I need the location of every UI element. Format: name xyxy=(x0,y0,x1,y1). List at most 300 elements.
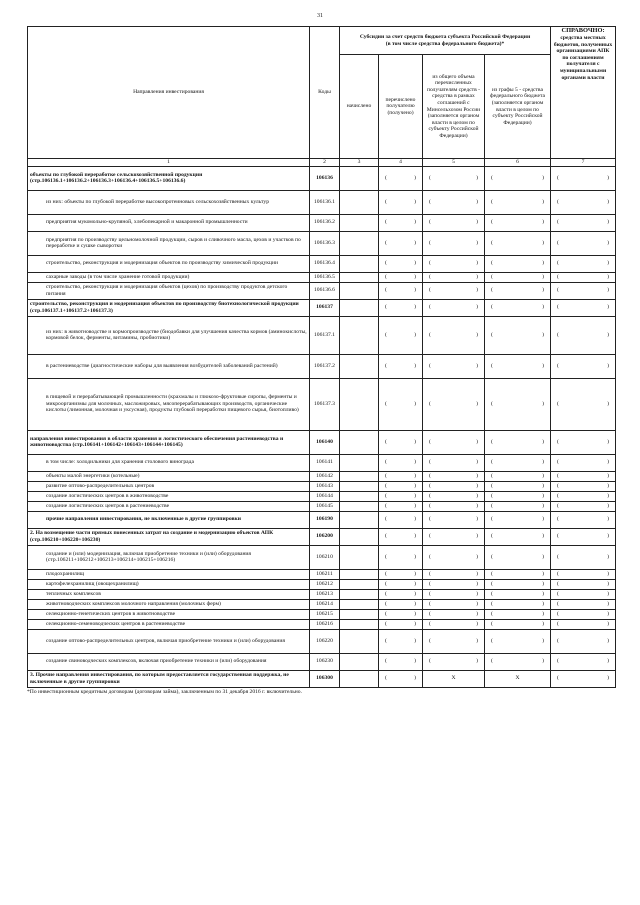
subsidies-title: Субсидии за счет средств бюджета субъекта Российской Федерации xyxy=(359,33,531,40)
row-direction: в том числе: холодильники для хранения столового винограда xyxy=(28,454,310,471)
row-direction: картофелехранилищ (овощехранилищ) xyxy=(28,579,310,589)
paren-close: ) xyxy=(607,287,610,294)
row-code: 106200 xyxy=(310,528,340,545)
paren-open: ( xyxy=(557,219,559,226)
paren-close: ) xyxy=(607,400,610,407)
cell-col-5 xyxy=(423,282,485,299)
paren-close: ) xyxy=(476,600,478,607)
paren-close: ) xyxy=(414,400,416,407)
row-direction: плодохранилищ xyxy=(28,569,310,579)
row-direction: строительство, реконструкция и модернизация объектов (цехов) по производству продуктов детского питания xyxy=(28,282,310,299)
paren-close: ) xyxy=(607,219,610,226)
paren-open: ( xyxy=(385,553,387,560)
table-row xyxy=(28,589,616,599)
paren-close: ) xyxy=(607,260,610,267)
cell-col-4 xyxy=(379,528,423,545)
paren-close: ) xyxy=(414,239,416,246)
paren-open: ( xyxy=(557,400,559,407)
paren-open: ( xyxy=(429,304,431,311)
paren-close: ) xyxy=(414,620,416,627)
cell-col-7 xyxy=(551,569,616,579)
paren-open: ( xyxy=(385,482,387,489)
cell-col-6 xyxy=(485,354,551,378)
paren-open: ( xyxy=(385,459,387,466)
paren-open: ( xyxy=(491,637,493,644)
paren-close: ) xyxy=(414,362,416,369)
cell-col-4 xyxy=(379,670,423,687)
cell-col-6 xyxy=(485,272,551,282)
row-code: 106211 xyxy=(310,569,340,579)
cell-col-6 xyxy=(485,231,551,255)
paren-open: ( xyxy=(557,331,559,338)
paren-open: ( xyxy=(557,492,559,499)
row-direction: создание свиноводческих комплексов, включая приобретение техники и (или) оборудования xyxy=(28,653,310,670)
cell-accrued xyxy=(340,629,379,653)
cell-col-6 xyxy=(485,528,551,545)
header-codes: Коды xyxy=(310,27,340,159)
paren-open: ( xyxy=(429,553,431,560)
paren-open: ( xyxy=(557,472,559,479)
paren-open: ( xyxy=(385,362,387,369)
paren-close: ) xyxy=(414,600,416,607)
row-direction: прочие направления инвестирования, не включенные в другие группировки xyxy=(28,511,310,528)
row-code: 106220 xyxy=(310,629,340,653)
paren-open: ( xyxy=(557,553,559,560)
paren-open: ( xyxy=(429,198,431,205)
paren-open: ( xyxy=(429,482,431,489)
cell-col-5 xyxy=(423,609,485,619)
table-row xyxy=(28,299,616,316)
cell-accrued xyxy=(340,255,379,272)
paren-close: ) xyxy=(414,219,416,226)
cell-col-6 xyxy=(485,589,551,599)
cross-mark: X xyxy=(451,675,456,682)
table-row xyxy=(28,354,616,378)
paren-open: ( xyxy=(429,580,431,587)
paren-open: ( xyxy=(557,658,559,665)
table-row xyxy=(28,619,616,629)
cell-col-4 xyxy=(379,190,423,214)
row-code: 106137.1 xyxy=(310,316,340,354)
col-number: 5 xyxy=(423,159,485,167)
paren-close: ) xyxy=(542,637,545,644)
paren-open: ( xyxy=(491,570,493,577)
row-direction: создание логистических центров в животноводстве xyxy=(28,491,310,501)
table-row xyxy=(28,653,616,670)
table-row xyxy=(28,629,616,653)
paren-open: ( xyxy=(385,502,387,509)
cell-col-5 xyxy=(423,166,485,190)
paren-open: ( xyxy=(491,580,493,587)
row-code: 106136 xyxy=(310,166,340,190)
table-row xyxy=(28,316,616,354)
table-row xyxy=(28,481,616,491)
row-direction: сахарные заводы (в том числе хранение готовой продукции) xyxy=(28,272,310,282)
row-direction: развитие оптово-распределительных центров xyxy=(28,481,310,491)
paren-open: ( xyxy=(557,570,559,577)
paren-close: ) xyxy=(607,533,610,540)
paren-open: ( xyxy=(557,610,559,617)
row-code: 106144 xyxy=(310,491,340,501)
paren-close: ) xyxy=(542,459,545,466)
header-from-col5: из графы 5 - средства федерального бюджета (заполняется органом власти в целом по субъекту Российской Федерации) xyxy=(485,55,551,159)
paren-open: ( xyxy=(557,502,559,509)
cell-accrued xyxy=(340,316,379,354)
paren-close: ) xyxy=(414,553,416,560)
table-row xyxy=(28,282,616,299)
paren-close: ) xyxy=(476,239,478,246)
paren-close: ) xyxy=(476,590,478,597)
cell-col-4 xyxy=(379,589,423,599)
cell-col-4 xyxy=(379,619,423,629)
paren-open: ( xyxy=(385,533,387,540)
cell-col-6 xyxy=(485,454,551,471)
paren-close: ) xyxy=(607,174,610,181)
cell-col-7 xyxy=(551,272,616,282)
cell-col-7 xyxy=(551,491,616,501)
paren-open: ( xyxy=(557,620,559,627)
row-direction: направления инвестирования в области хранения и логистического обеспечения растениеводства и животноводства (стр.106141+106142+106143+106144+106145) xyxy=(28,430,310,454)
paren-close: ) xyxy=(414,590,416,597)
paren-close: ) xyxy=(542,304,545,311)
paren-open: ( xyxy=(385,610,387,617)
cell-col-5 xyxy=(423,255,485,272)
cell-col-7 xyxy=(551,166,616,190)
paren-close: ) xyxy=(542,610,545,617)
row-code: 106230 xyxy=(310,653,340,670)
cell-col-7 xyxy=(551,545,616,569)
cell-accrued xyxy=(340,282,379,299)
paren-close: ) xyxy=(476,400,478,407)
table-row xyxy=(28,491,616,501)
reference-body: средства местных бюджетов, полученных организациями АПК по соглашениям получателя с муниципальными органами власти xyxy=(553,35,613,81)
cell-col-5 xyxy=(423,528,485,545)
paren-open: ( xyxy=(429,239,431,246)
cell-col-7 xyxy=(551,190,616,214)
row-code: 106213 xyxy=(310,589,340,599)
cell-col-7 xyxy=(551,511,616,528)
paren-close: ) xyxy=(476,533,478,540)
paren-close: ) xyxy=(476,459,478,466)
cell-accrued xyxy=(340,653,379,670)
cell-accrued xyxy=(340,190,379,214)
cell-col-7 xyxy=(551,255,616,272)
cell-col-4 xyxy=(379,653,423,670)
paren-close: ) xyxy=(414,533,416,540)
paren-close: ) xyxy=(476,219,478,226)
table-row xyxy=(28,501,616,511)
paren-close: ) xyxy=(542,260,545,267)
paren-open: ( xyxy=(385,516,387,523)
paren-close: ) xyxy=(607,331,610,338)
cell-col-4 xyxy=(379,501,423,511)
cell-col-4 xyxy=(379,430,423,454)
row-code: 106141 xyxy=(310,454,340,471)
paren-open: ( xyxy=(491,287,493,294)
paren-open: ( xyxy=(429,400,431,407)
paren-open: ( xyxy=(557,273,559,280)
cell-col-7 xyxy=(551,579,616,589)
cell-col-4 xyxy=(379,491,423,501)
paren-open: ( xyxy=(557,260,559,267)
paren-open: ( xyxy=(429,438,431,445)
table-row xyxy=(28,430,616,454)
paren-close: ) xyxy=(607,273,610,280)
cell-col-7 xyxy=(551,629,616,653)
header-transferred: перечислено получателю (получено) xyxy=(379,55,423,159)
row-code: 106140 xyxy=(310,430,340,454)
row-direction: из них: объекты по глубокой переработке высокопротеиновых сельскохозяйственных культур xyxy=(28,190,310,214)
paren-close: ) xyxy=(542,482,545,489)
cell-accrued xyxy=(340,272,379,282)
paren-open: ( xyxy=(491,492,493,499)
paren-open: ( xyxy=(557,533,559,540)
paren-open: ( xyxy=(385,492,387,499)
paren-close: ) xyxy=(542,502,545,509)
paren-open: ( xyxy=(385,304,387,311)
cell-col-7 xyxy=(551,214,616,231)
paren-close: ) xyxy=(542,600,545,607)
cell-col-4 xyxy=(379,299,423,316)
paren-open: ( xyxy=(385,239,387,246)
paren-close: ) xyxy=(542,516,545,523)
cell-accrued xyxy=(340,166,379,190)
cell-col-7 xyxy=(551,599,616,609)
cell-accrued xyxy=(340,491,379,501)
paren-open: ( xyxy=(491,438,493,445)
row-code: 106136.6 xyxy=(310,282,340,299)
row-code: 106137.2 xyxy=(310,354,340,378)
cell-col-4 xyxy=(379,481,423,491)
row-code: 106136.4 xyxy=(310,255,340,272)
paren-open: ( xyxy=(557,287,559,294)
row-direction: тепличных комплексов xyxy=(28,589,310,599)
paren-close: ) xyxy=(414,502,416,509)
paren-open: ( xyxy=(491,273,493,280)
cell-accrued xyxy=(340,511,379,528)
paren-close: ) xyxy=(607,239,610,246)
cell-col-5 xyxy=(423,619,485,629)
cell-col-6 xyxy=(485,511,551,528)
cell-col-7 xyxy=(551,316,616,354)
table-row xyxy=(28,579,616,589)
paren-open: ( xyxy=(429,570,431,577)
paren-close: ) xyxy=(607,516,610,523)
cell-accrued xyxy=(340,579,379,589)
paren-close: ) xyxy=(414,637,416,644)
paren-open: ( xyxy=(557,675,559,682)
cell-col-5 xyxy=(423,569,485,579)
paren-close: ) xyxy=(414,610,416,617)
paren-close: ) xyxy=(476,516,478,523)
cell-col-6 xyxy=(485,545,551,569)
table-row xyxy=(28,599,616,609)
paren-open: ( xyxy=(491,610,493,617)
cell-col-4 xyxy=(379,378,423,430)
cell-accrued xyxy=(340,501,379,511)
subsidies-subtitle: (в том числе средства федерального бюджета)* xyxy=(385,40,505,47)
row-direction: в растениеводстве (диагностические наборы для выявления возбудителей заболеваний растений) xyxy=(28,354,310,378)
paren-close: ) xyxy=(414,260,416,267)
cell-col-6 xyxy=(485,316,551,354)
header-direction: Направления инвестирования xyxy=(28,27,310,159)
paren-open: ( xyxy=(385,637,387,644)
paren-open: ( xyxy=(491,590,493,597)
cell-accrued xyxy=(340,454,379,471)
paren-close: ) xyxy=(476,331,478,338)
paren-close: ) xyxy=(542,219,545,226)
cell-col-5 xyxy=(423,272,485,282)
paren-open: ( xyxy=(429,219,431,226)
paren-open: ( xyxy=(429,658,431,665)
cell-accrued xyxy=(340,214,379,231)
paren-open: ( xyxy=(491,331,493,338)
paren-close: ) xyxy=(542,580,545,587)
paren-open: ( xyxy=(557,459,559,466)
paren-close: ) xyxy=(414,198,416,205)
paren-close: ) xyxy=(414,174,416,181)
paren-open: ( xyxy=(491,658,493,665)
row-code: 106300 xyxy=(310,670,340,687)
row-direction: 2. На возмещение части прямых понесенных затрат на создание и модернизацию объектов АПК (стр.106210+106220+106230) xyxy=(28,528,310,545)
paren-open: ( xyxy=(491,304,493,311)
paren-close: ) xyxy=(414,331,416,338)
cell-col-4 xyxy=(379,629,423,653)
paren-close: ) xyxy=(476,287,478,294)
cell-col-6 xyxy=(485,609,551,619)
cell-accrued xyxy=(340,354,379,378)
paren-open: ( xyxy=(557,239,559,246)
paren-close: ) xyxy=(607,637,610,644)
row-direction: объекты по глубокой переработке сельскохозяйственной продукции (стр.106136.1+106136.2+106136.3+106136.4+106136.5+106136.6) xyxy=(28,166,310,190)
paren-open: ( xyxy=(385,472,387,479)
paren-close: ) xyxy=(476,174,478,181)
paren-open: ( xyxy=(385,590,387,597)
row-code: 106137 xyxy=(310,299,340,316)
investment-table xyxy=(27,26,616,688)
row-code: 106136.5 xyxy=(310,272,340,282)
paren-close: ) xyxy=(414,459,416,466)
paren-open: ( xyxy=(557,516,559,523)
paren-open: ( xyxy=(429,472,431,479)
cell-col-5 xyxy=(423,316,485,354)
header-accrued: начислено xyxy=(340,55,379,159)
cell-col-5 xyxy=(423,471,485,481)
paren-open: ( xyxy=(491,400,493,407)
page-number: 31 xyxy=(317,13,323,19)
paren-close: ) xyxy=(476,610,478,617)
cell-col-6 xyxy=(485,214,551,231)
cell-col-5 xyxy=(423,670,485,687)
table-row xyxy=(28,255,616,272)
paren-open: ( xyxy=(491,533,493,540)
cell-col-4 xyxy=(379,316,423,354)
paren-open: ( xyxy=(429,331,431,338)
row-direction: создание и (или) модернизация, включая приобретение техники и (или) оборудования (стр.106211+106212+106213+106214+106215+106216) xyxy=(28,545,310,569)
paren-close: ) xyxy=(542,492,545,499)
paren-open: ( xyxy=(385,570,387,577)
cell-col-5 xyxy=(423,501,485,511)
paren-close: ) xyxy=(414,658,416,665)
cell-col-6 xyxy=(485,190,551,214)
header-from-total: из общего объема перечисленных получателям средств - средства в рамках соглашений с Минсельхозом России (заполняется органом власти в целом по субъекту Российской Федерации) xyxy=(423,55,485,159)
paren-open: ( xyxy=(491,600,493,607)
cell-accrued xyxy=(340,378,379,430)
paren-close: ) xyxy=(607,658,610,665)
table-row xyxy=(28,454,616,471)
paren-open: ( xyxy=(557,198,559,205)
cell-col-5 xyxy=(423,378,485,430)
cell-col-6 xyxy=(485,619,551,629)
cell-col-7 xyxy=(551,670,616,687)
row-code: 106190 xyxy=(310,511,340,528)
paren-open: ( xyxy=(491,459,493,466)
cell-col-5 xyxy=(423,491,485,501)
table-row xyxy=(28,609,616,619)
paren-close: ) xyxy=(542,174,545,181)
paren-close: ) xyxy=(476,637,478,644)
cell-col-4 xyxy=(379,545,423,569)
paren-close: ) xyxy=(414,492,416,499)
cell-col-6 xyxy=(485,579,551,589)
cell-col-7 xyxy=(551,528,616,545)
paren-close: ) xyxy=(542,362,545,369)
row-code: 106136.2 xyxy=(310,214,340,231)
paren-open: ( xyxy=(429,637,431,644)
paren-close: ) xyxy=(607,492,610,499)
cell-col-6 xyxy=(485,255,551,272)
paren-close: ) xyxy=(542,273,545,280)
paren-close: ) xyxy=(607,610,610,617)
cell-col-4 xyxy=(379,354,423,378)
paren-close: ) xyxy=(542,570,545,577)
paren-close: ) xyxy=(607,459,610,466)
paren-close: ) xyxy=(607,362,610,369)
cell-col-4 xyxy=(379,272,423,282)
cell-col-5 xyxy=(423,231,485,255)
paren-open: ( xyxy=(429,533,431,540)
paren-open: ( xyxy=(429,516,431,523)
paren-open: ( xyxy=(385,438,387,445)
row-direction: животноводческих комплексов молочного направления (молочных ферм) xyxy=(28,599,310,609)
cell-col-5 xyxy=(423,511,485,528)
cell-col-5 xyxy=(423,454,485,471)
cell-col-5 xyxy=(423,354,485,378)
row-code: 106136.1 xyxy=(310,190,340,214)
paren-open: ( xyxy=(385,600,387,607)
paren-close: ) xyxy=(476,658,478,665)
paren-open: ( xyxy=(491,198,493,205)
cell-accrued xyxy=(340,670,379,687)
paren-close: ) xyxy=(476,304,478,311)
cell-col-7 xyxy=(551,454,616,471)
paren-close: ) xyxy=(414,570,416,577)
paren-open: ( xyxy=(385,174,387,181)
cell-col-7 xyxy=(551,481,616,491)
cell-accrued xyxy=(340,231,379,255)
cell-col-6 xyxy=(485,481,551,491)
cell-accrued xyxy=(340,545,379,569)
cell-accrued xyxy=(340,430,379,454)
table-row xyxy=(28,214,616,231)
row-code: 106216 xyxy=(310,619,340,629)
col-number: 7 xyxy=(551,159,616,167)
cell-col-4 xyxy=(379,609,423,619)
cell-col-6 xyxy=(485,599,551,609)
paren-open: ( xyxy=(491,482,493,489)
cell-accrued xyxy=(340,599,379,609)
cell-accrued xyxy=(340,299,379,316)
